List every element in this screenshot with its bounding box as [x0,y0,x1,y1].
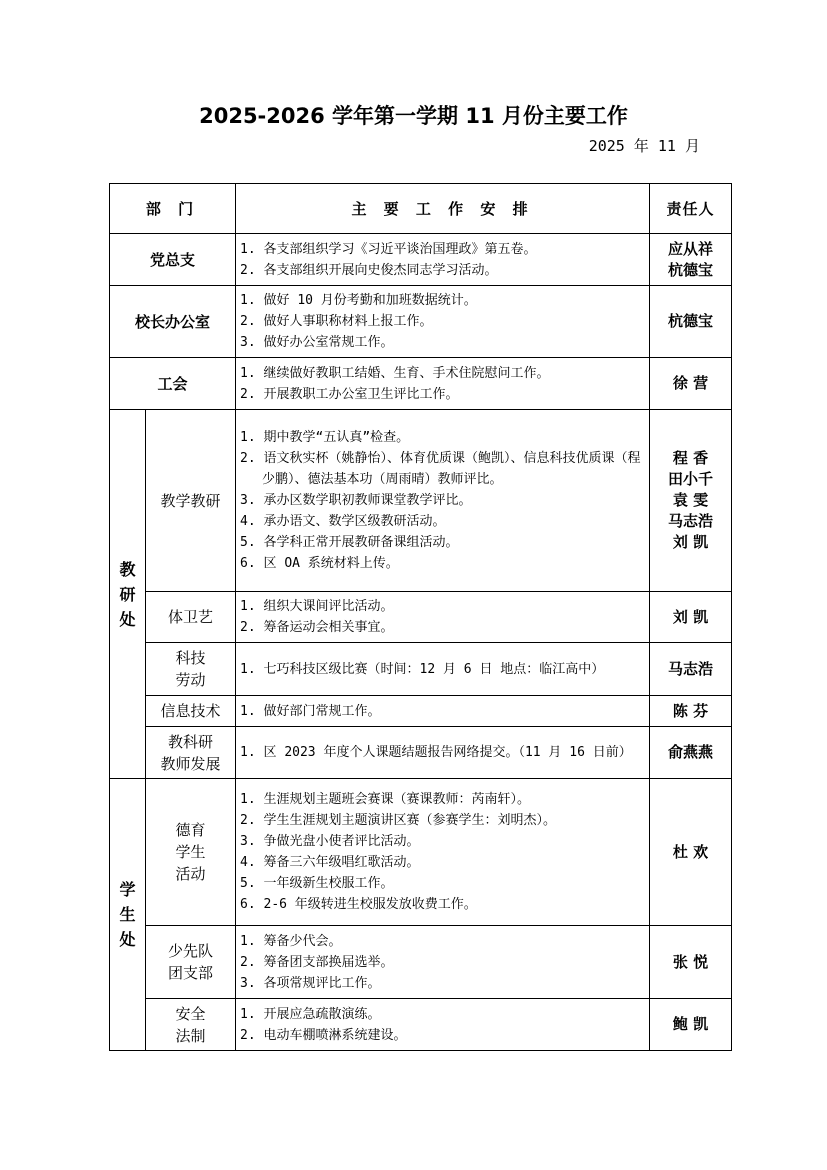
table-row [110,999,732,1051]
tasks-cell [236,643,650,696]
task-item: 1. 区 2023 年度个人课题结题报告网络提交。（11 月 16 日前） [240,745,632,760]
task-item: 1. 生涯规划主题班会赛课（赛课教师：芮南轩）。 [240,792,530,807]
responsible-cell: 杭德宝 [650,286,732,358]
task-item: 1. 各支部组织学习《习近平谈治国理政》第五卷。 [240,241,537,257]
tasks-cell [236,592,650,643]
subdept-cell: 少先队 团支部 [146,926,236,999]
header-work: 主 要 工 作 安 排 [236,184,650,234]
subdept-cell: 科技 劳动 [146,643,236,696]
group-cell-jiaoyan: 教 研 处 [110,410,146,779]
subdept-cell: 体卫艺 [146,592,236,643]
responsible-cell: 程 香 田小千 袁 雯 马志浩 刘 凯 [650,410,732,592]
task-item: 2. 开展教职工办公室卫生评比工作。 [240,386,459,402]
tasks-cell [236,410,650,592]
group-cell-xuesheng: 学 生 处 [110,779,146,1051]
task-item: 5. 各学科正常开展教研备课组活动。 [240,535,459,550]
table-row [110,727,732,779]
task-item: 3. 做好办公室常规工作。 [240,335,394,350]
task-item: 4. 承办语文、数学区级教研活动。 [240,514,446,529]
table-row [110,643,732,696]
task-item: 2. 各支部组织开展向史俊杰同志学习活动。 [240,262,498,278]
responsible-cell: 刘 凯 [650,592,732,643]
responsible-cell: 张 悦 [650,926,732,999]
task-item: 1. 做好 10 月份考勤和加班数据统计。 [240,293,477,308]
task-item: 2. 学生生涯规划主题演讲区赛（参赛学生：刘明杰）。 [240,813,556,828]
task-item: 4. 筹备三六年级唱红歌活动。 [240,855,420,870]
task-item: 2. 筹备团支部换届选举。 [240,954,394,970]
responsible-cell: 俞燕燕 [650,727,732,779]
dept-cell: 工会 [110,358,236,410]
task-item: 3. 各项常规评比工作。 [240,975,381,991]
task-item: 1. 开展应急疏散演练。 [240,1006,381,1022]
dept-cell: 党总支 [110,234,236,286]
header-department: 部 门 [110,184,236,234]
task-item: 1. 筹备少代会。 [240,933,342,949]
task-item: 3. 承办区数学职初教师课堂教学评比。 [240,493,472,508]
subdept-cell: 信息技术 [146,696,236,727]
tasks-cell [236,999,650,1051]
subdept-cell: 德育 学生 活动 [146,779,236,926]
document-date: 2025 年 11 月 [588,137,700,155]
task-item: 1. 期中教学“五认真”检查。 [240,430,410,445]
task-item: 2. 筹备运动会相关事宜。 [240,620,394,635]
table-row [110,234,732,286]
page-title: 2025-2026 学年第一学期 11 月份主要工作 [199,104,628,128]
table-row [110,696,732,727]
responsible-cell: 杜 欢 [650,779,732,926]
task-item: 1. 继续做好教职工结婚、生育、手术住院慰问工作。 [240,365,550,381]
task-item: 6. 区 OA 系统材料上传。 [240,556,399,571]
task-item: 2. 语文秋实杯（姚静怡）、体育优质课（鲍凯）、信息科技优质课（程少鹏）、德法基本功（周雨晴）教师评比。 [240,451,641,487]
task-item: 2. 做好人事职称材料上报工作。 [240,314,433,329]
table-row [110,286,732,358]
responsible-cell: 马志浩 [650,643,732,696]
tasks-cell [236,234,650,286]
table-row [110,358,732,410]
tasks-cell [236,727,650,779]
subdept-cell: 安全 法制 [146,999,236,1051]
task-item: 6. 2-6 年级转进生校服发放收费工作。 [240,897,477,912]
responsible-cell: 陈 芬 [650,696,732,727]
task-item: 3. 争做光盘小使者评比活动。 [240,834,420,849]
dept-cell: 校长办公室 [110,286,236,358]
table-row [110,779,732,926]
responsible-cell: 应从祥 杭德宝 [650,234,732,286]
work-plan-table [109,183,732,1051]
responsible-cell: 徐 营 [650,358,732,410]
tasks-cell [236,696,650,727]
tasks-cell [236,286,650,358]
table-header-row [110,184,732,234]
subdept-cell: 教学教研 [146,410,236,592]
table-row [110,410,732,592]
responsible-cell: 鲍 凯 [650,999,732,1051]
tasks-cell [236,926,650,999]
task-item: 1. 做好部门常规工作。 [240,703,381,719]
table-row [110,592,732,643]
header-responsible: 责任人 [650,184,732,234]
task-item: 1. 组织大课间评比活动。 [240,599,394,614]
tasks-cell [236,358,650,410]
tasks-cell [236,779,650,926]
task-item: 5. 一年级新生校服工作。 [240,876,394,891]
subdept-cell: 教科研 教师发展 [146,727,236,779]
task-item: 2. 电动车棚喷淋系统建设。 [240,1027,407,1043]
table-row [110,926,732,999]
task-item: 1. 七巧科技区级比赛（时间：12 月 6 日 地点：临江高中） [240,661,605,677]
